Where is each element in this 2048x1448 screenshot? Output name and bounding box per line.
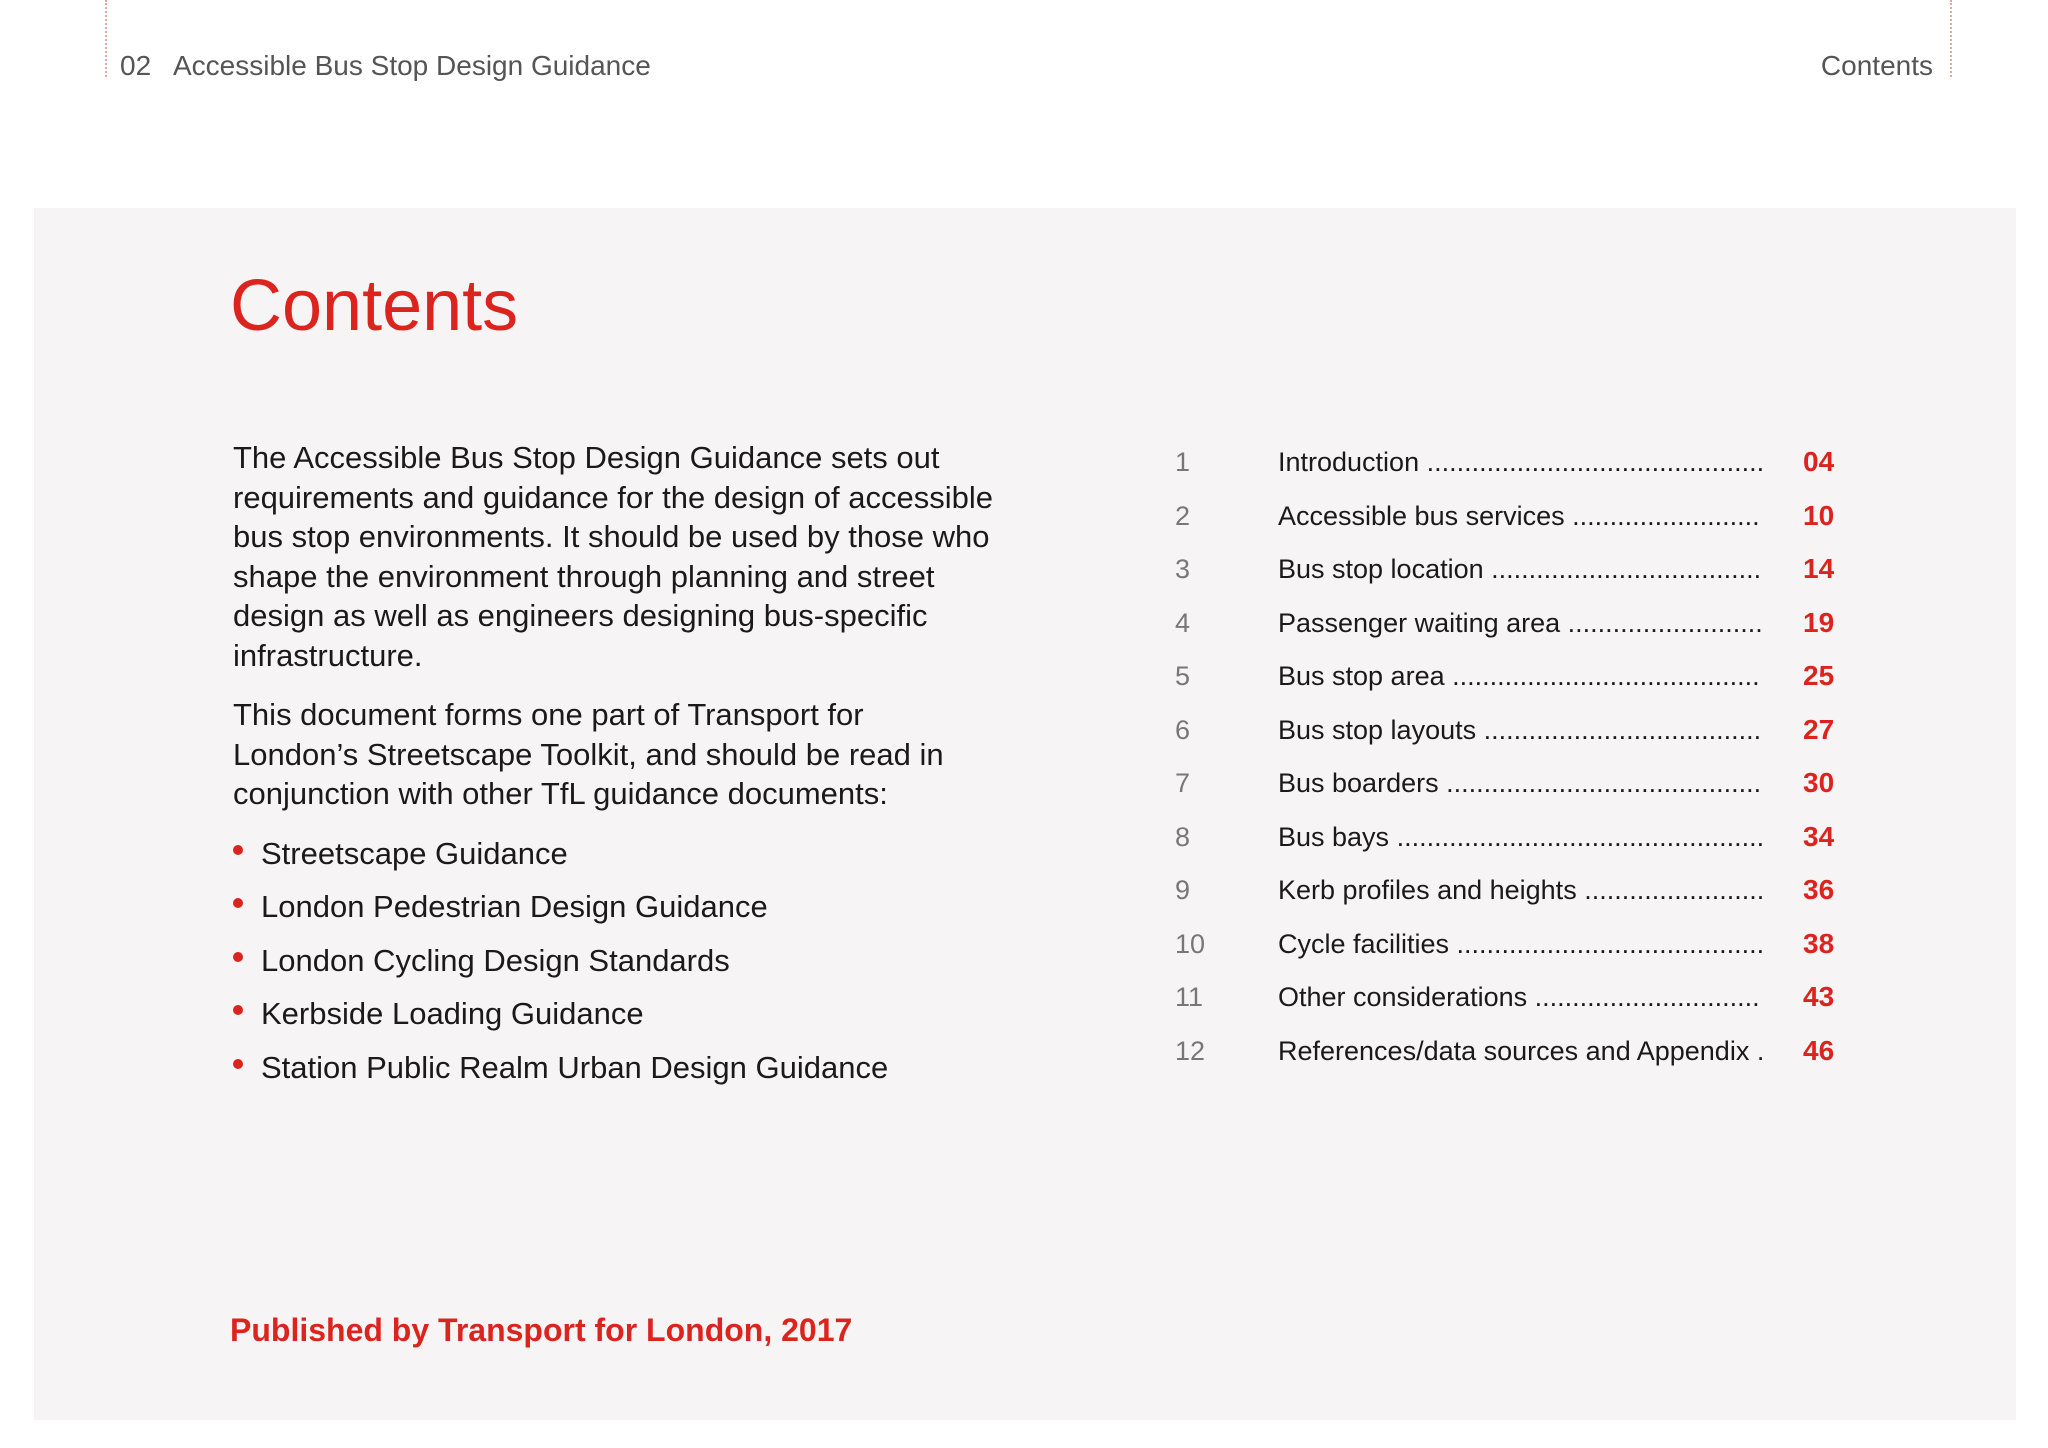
guidance-item-label: London Pedestrian Design Guidance bbox=[261, 889, 768, 924]
toc-entry-label: Cycle facilities ..... bbox=[1278, 924, 1762, 964]
toc-entry-kerb-profiles-and-heights[interactable] bbox=[1175, 870, 1845, 924]
toc-entry-page: 43 bbox=[1803, 981, 1835, 1012]
toc-entry-bus-stop-location[interactable] bbox=[1175, 549, 1845, 603]
toc-entry-bus-bays[interactable] bbox=[1175, 817, 1845, 871]
guidance-list-item bbox=[233, 834, 993, 888]
toc-entry-label: Accessible bus services ..... bbox=[1278, 496, 1762, 536]
intro-paragraph-1: The Accessible Bus Stop Design Guidance sets out requirements and guidance for the design of accessible bus stop environments. It should be used by those who shape the environment through planning and street design as well as engineers designing bus-specific infrastructure. bbox=[233, 440, 993, 673]
toc-entry-bus-boarders[interactable] bbox=[1175, 763, 1845, 817]
bullet-icon bbox=[233, 845, 243, 855]
toc-entry-number: 2 bbox=[1175, 500, 1191, 531]
intro-paragraph-2: This document forms one part of Transport for London’s Streetscape Toolkit, and should be read in conjunction with other TfL guidance documents: bbox=[233, 697, 944, 811]
toc-entry-number: 9 bbox=[1175, 875, 1191, 905]
bullet-icon bbox=[233, 1059, 243, 1069]
toc-entry-cycle-facilities[interactable] bbox=[1175, 924, 1845, 978]
page-number: 02 bbox=[120, 50, 152, 81]
guidance-list-item bbox=[233, 941, 993, 995]
toc-entry-page: 27 bbox=[1803, 713, 1835, 745]
document-title: Accessible Bus Stop Design Guidance bbox=[173, 50, 651, 81]
page-header bbox=[0, 0, 2048, 100]
guidance-list bbox=[233, 834, 993, 1102]
toc-entry-page: 34 bbox=[1803, 820, 1835, 852]
guidance-item-label: Kerbside Loading Guidance bbox=[261, 996, 644, 1031]
guidance-item-label: London Cycling Design Standards bbox=[261, 942, 730, 978]
toc-entry-page: 46 bbox=[1803, 1034, 1835, 1066]
toc-entry-page: 14 bbox=[1803, 553, 1835, 584]
toc-entry-page: 25 bbox=[1803, 660, 1835, 691]
guidance-item-label: Station Public Realm Urban Design Guidance bbox=[261, 1049, 889, 1085]
toc-entry-number: 12 bbox=[1175, 1035, 1206, 1066]
guidance-item-label: Streetscape Guidance bbox=[261, 835, 568, 871]
toc-entry-passenger-waiting-area[interactable] bbox=[1175, 603, 1845, 657]
toc-entry-label: Bus boarders ..... bbox=[1278, 763, 1762, 803]
bullet-icon bbox=[233, 898, 243, 908]
toc-entry-number: 1 bbox=[1175, 447, 1191, 477]
section-name: Contents bbox=[1820, 50, 1933, 81]
toc-entry-label: Bus stop location ..... bbox=[1278, 549, 1762, 589]
toc-entry-page: 04 bbox=[1803, 446, 1835, 477]
toc-entry-label: Kerb profiles and heights ..... bbox=[1278, 870, 1762, 910]
intro-text bbox=[233, 438, 993, 1101]
bullet-icon bbox=[233, 952, 243, 962]
toc-entry-number: 4 bbox=[1175, 607, 1191, 638]
toc-entry-label: Bus stop area ..... bbox=[1278, 656, 1762, 696]
crop-mark-right bbox=[1950, 0, 1952, 77]
toc-entry-label: Bus stop layouts ..... bbox=[1278, 710, 1762, 750]
toc-entry-bus-stop-area[interactable] bbox=[1175, 656, 1845, 710]
toc-entry-number: 10 bbox=[1175, 928, 1206, 959]
page-title: Contents bbox=[230, 266, 519, 346]
guidance-list-item bbox=[233, 887, 993, 941]
toc-entry-page: 38 bbox=[1803, 927, 1835, 959]
toc-entry-bus-stop-layouts[interactable] bbox=[1175, 710, 1845, 764]
toc-entry-page: 19 bbox=[1803, 606, 1835, 638]
publisher-credit: Published by Transport for London, 2017 bbox=[230, 1312, 853, 1348]
toc-entry-number: 5 bbox=[1175, 661, 1191, 691]
toc-entry-page: 10 bbox=[1803, 499, 1835, 531]
toc-entry-number: 7 bbox=[1175, 768, 1191, 798]
toc-entry-label: Other considerations ..... bbox=[1278, 977, 1762, 1017]
toc-entry-label: References/data sources and Appendix ..... bbox=[1278, 1031, 1762, 1071]
toc-entry-accessible-bus-services[interactable] bbox=[1175, 496, 1845, 550]
toc-entry-number: 11 bbox=[1175, 982, 1204, 1012]
toc-entry-page: 30 bbox=[1803, 767, 1835, 798]
guidance-list-item bbox=[233, 994, 993, 1048]
toc-entry-introduction[interactable] bbox=[1175, 442, 1845, 496]
toc-entry-label: Bus bays ..... bbox=[1278, 817, 1762, 857]
toc-entry-label: Introduction ..... bbox=[1278, 442, 1762, 482]
toc-entry-references-and-appendix[interactable] bbox=[1175, 1031, 1845, 1085]
guidance-list-item bbox=[233, 1048, 993, 1102]
toc-entry-label: Passenger waiting area ..... bbox=[1278, 603, 1762, 643]
table-of-contents bbox=[1175, 442, 1845, 1084]
toc-entry-number: 6 bbox=[1175, 714, 1191, 745]
bullet-icon bbox=[233, 1005, 243, 1015]
crop-mark-left bbox=[105, 0, 107, 77]
toc-entry-number: 8 bbox=[1175, 821, 1191, 852]
toc-entry-number: 3 bbox=[1175, 554, 1191, 584]
toc-entry-page: 36 bbox=[1803, 874, 1835, 905]
toc-entry-other-considerations[interactable] bbox=[1175, 977, 1845, 1031]
